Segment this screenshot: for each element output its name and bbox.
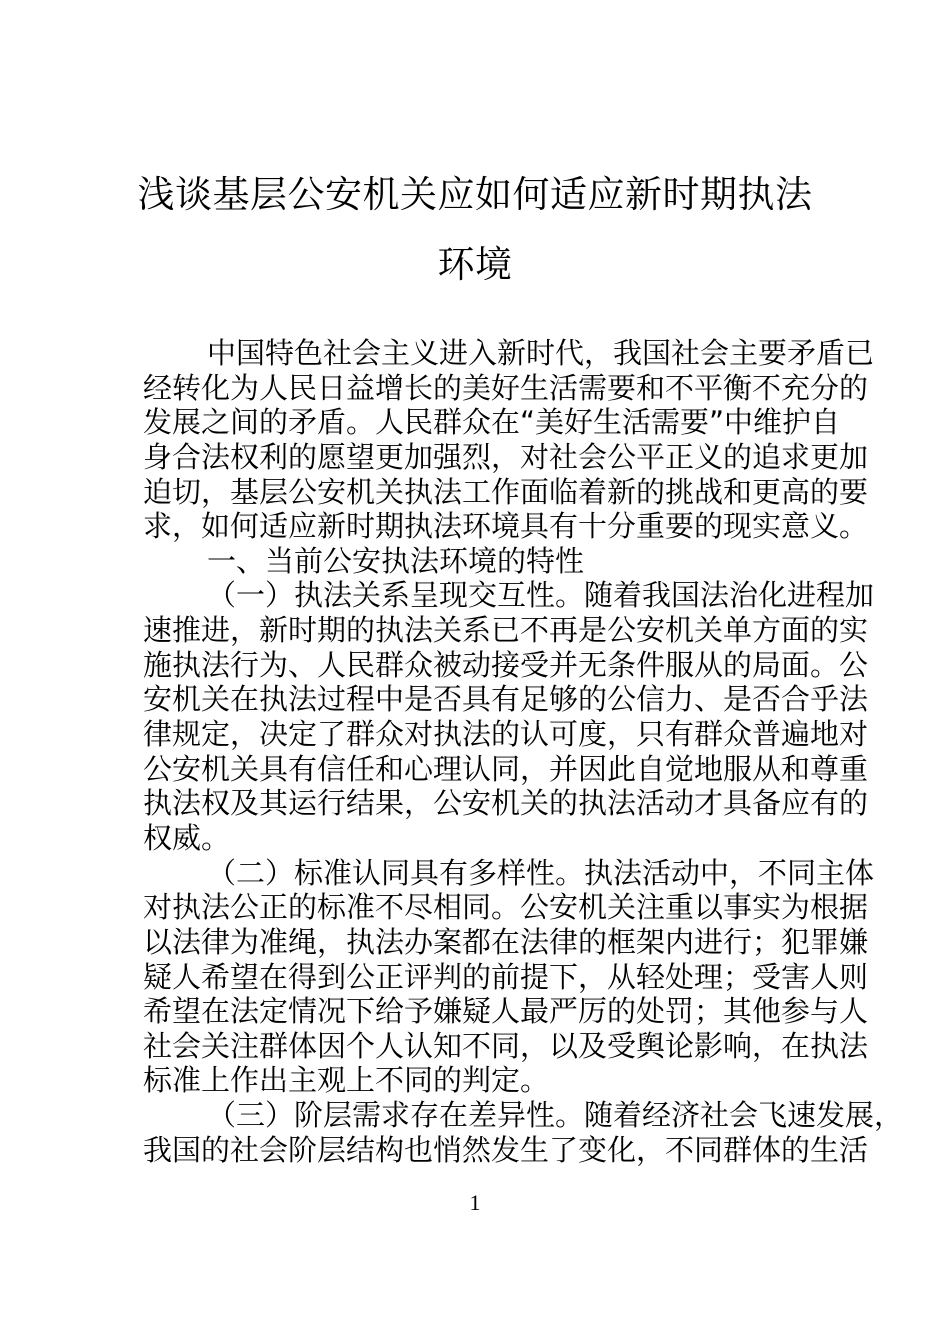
text-line: 发展之间的矛盾。人民群众在“美好生活需要”中维护自 bbox=[143, 405, 841, 440]
text-line: （一）执法关系呈现交互性。随着我国法治化进程加 bbox=[207, 578, 875, 613]
text-line: 律规定，决定了群众对执法的认可度，只有群众普遍地对 bbox=[143, 717, 869, 752]
text-line: 迫切，基层公安机关执法工作面临着新的挑战和更高的要 bbox=[143, 474, 869, 509]
text-line: 安机关在执法过程中是否具有足够的公信力、是否合乎法 bbox=[143, 682, 869, 717]
text-line: （三）阶层需求存在差异性。随着经济社会飞速发展， bbox=[207, 1098, 904, 1133]
text-line: 施执法行为、人民群众被动接受并无条件服从的局面。公 bbox=[143, 647, 869, 682]
text-line: 中国特色社会主义进入新时代，我国社会主要矛盾已 bbox=[207, 336, 875, 370]
text-line: 社会关注群体因个人认知不同，以及受舆论影响，在执法 bbox=[143, 1028, 869, 1063]
text-line: 权威。 bbox=[143, 820, 231, 855]
text-line: 求，如何适应新时期执法环境具有十分重要的现实意义。 bbox=[143, 509, 869, 544]
text-line: 对执法公正的标准不尽相同。公安机关注重以事实为根据 bbox=[143, 890, 869, 925]
text-line: 经转化为人民日益增长的美好生活需要和不平衡不充分的 bbox=[143, 370, 869, 405]
document-title-line-2: 环境 bbox=[437, 243, 513, 286]
page-number: 1 bbox=[469, 1190, 481, 1215]
text-line: 身合法权利的愿望更加强烈，对社会公平正义的追求更加 bbox=[143, 439, 869, 474]
text-line: 速推进，新时期的执法关系已不再是公安机关单方面的实 bbox=[143, 613, 869, 648]
text-line: 我国的社会阶层结构也悄然发生了变化，不同群体的生活 bbox=[143, 1132, 869, 1167]
document-body bbox=[143, 336, 904, 1167]
text-line: 希望在法定情况下给予嫌疑人最严厉的处罚；其他参与人 bbox=[143, 994, 869, 1029]
text-line: 以法律为准绳，执法办案都在法律的框架内进行；犯罪嫌 bbox=[143, 924, 869, 959]
text-line: （二）标准认同具有多样性。执法活动中，不同主体 bbox=[207, 855, 875, 890]
document-title-line-1: 浅谈基层公安机关应如何适应新时期执法 bbox=[137, 173, 813, 216]
text-line: 公安机关具有信任和心理认同，并因此自觉地服从和尊重 bbox=[143, 751, 869, 786]
text-line: 标准上作出主观上不同的判定。 bbox=[143, 1063, 550, 1098]
text-line: 执法权及其运行结果，公安机关的执法活动才具备应有的 bbox=[143, 786, 869, 821]
text-line: 一、当前公安执法环境的特性 bbox=[207, 543, 585, 578]
text-line: 疑人希望在得到公正评判的前提下，从轻处理；受害人则 bbox=[143, 959, 869, 994]
